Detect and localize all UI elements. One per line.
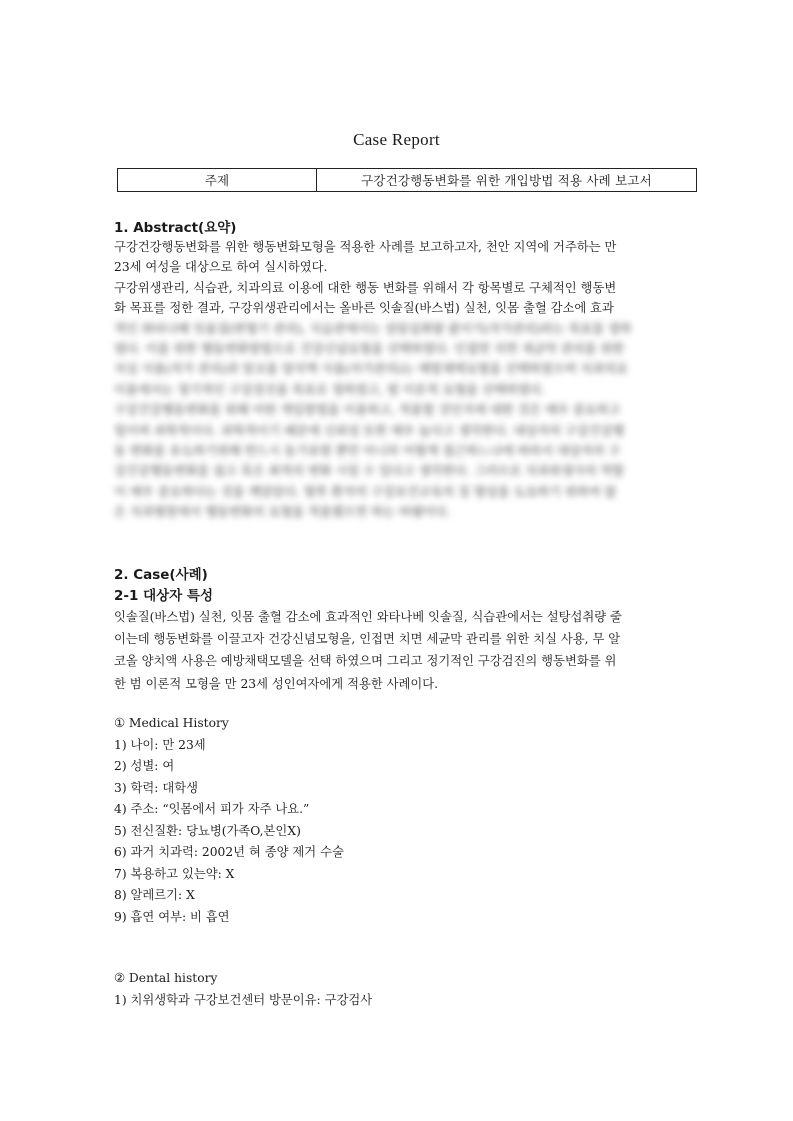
- medical-history-list: [114, 713, 344, 928]
- medical-history-item: 3) 학력: 대학생: [114, 780, 198, 795]
- medical-history-item: 4) 주소: “잇몸에서 피가 자주 나요.”: [114, 802, 310, 816]
- medical-history-item: 1) 나이: 만 23세: [114, 737, 206, 752]
- case-line: 이는데 행동변화를 이끌고자 건강신념모형을, 인접면 치면 세균막 관리를 위한 치실 사용, 무 알: [114, 632, 621, 647]
- medical-history-item: 6) 과거 치과력: 2002년 혀 종양 제거 수술: [114, 845, 344, 859]
- topic-table: [117, 168, 697, 192]
- abstract-line: 동 변화를 유도하기위해 반드시 동기유발 뿐만 아니라 어떻게 접근하느냐에 따라서 대상자의 구: [114, 444, 621, 459]
- abstract-heading: 1. Abstract(요약): [114, 220, 237, 236]
- abstract-line: 치실 사용(자가 관리)과 알코올 양치액 사용(자가관리)는 예방채택모형을 선택하였으며 치과의료: [114, 362, 628, 377]
- abstract-line: 화 목표를 정한 결과, 구강위생관리에서는 올바른 잇솔질(바스법) 실천, 잇몸 출혈 감소에 효과: [114, 301, 614, 316]
- abstract-line: 23세 여성을 대상으로 하여 실시하였다.: [114, 260, 328, 275]
- case-heading: 2. Case(사례): [114, 567, 208, 583]
- abstract-line: 강건강행동변화를 쉽고 혹은 최적의 변화 시킬 수 있다고 생각한다. 그러므로 치과위생사의 역할: [114, 464, 625, 479]
- abstract-line: 구강건강행동변화를 위한 행동변화모형을 적용한 사례를 보고하고자, 천안 지역에 거주하는 만: [114, 240, 617, 254]
- medical-history-item: 7) 복용하고 있는약: X: [114, 866, 235, 881]
- topic-value-cell: 구강건강행동변화를 위한 개입방법 적용 사례 보고서: [361, 173, 652, 188]
- case-subheading: 2-1 대상자 특성: [114, 588, 213, 604]
- abstract-line: 였다. 이를 위한 행동변화방법으로 건강신념모형을 선택하였다. 인접면 치면 세균막 관리를 위한: [114, 342, 625, 357]
- abstract-paragraph: [114, 237, 682, 523]
- abstract-line: 이용에서는 정기적인 구강검진을 목표로 정하였고, 범 이론적 모형을 선택하였다.: [114, 382, 546, 397]
- dental-history-item: 1) 치위생학과 구강보건센터 방문이유: 구강검사: [114, 992, 373, 1007]
- case-line: 한 범 이론적 모형을 만 23세 성인여자에게 적용한 사례이다.: [114, 676, 439, 691]
- blurred-abstract-text: [114, 319, 682, 523]
- medical-history-item: 8) 알레르기: X: [114, 888, 195, 902]
- dental-history-heading: ② Dental history: [114, 971, 218, 985]
- abstract-line: 은 치과병원에서 행동변화의 모형을 적용했으면 하는 바램이다.: [114, 505, 451, 520]
- medical-history-item: 9) 흡연 여부: 비 흡연: [114, 909, 230, 924]
- medical-history-heading: ① Medical History: [114, 716, 229, 730]
- medical-history-item: 5) 전신질환: 당뇨병(가족O,본인X): [114, 823, 301, 838]
- abstract-line: 적인 와타나베 잇솔질(변형기 관리), 식습관에서는 설탕섭취량 줄이기(자가관리)라는 목표를 정하: [114, 321, 632, 336]
- case-paragraph: [114, 606, 682, 695]
- abstract-line: 구강건강행동변화를 위해 어떤 개입방법을 이용하고, 적용할 것인지에 대한 것은 매우 중요하고: [114, 403, 621, 418]
- abstract-line: 구강위생관리, 식습관, 치과의료 이용에 대한 행동 변화를 위해서 각 항목별로 구체적인 행동변: [114, 280, 617, 295]
- case-line: 잇솔질(바스법) 실천, 잇몸 출혈 감소에 효과적인 와타나베 잇솔질, 식습관에서는 설탕섭취량 줄: [114, 610, 622, 624]
- dental-history-list: [114, 968, 372, 1011]
- page-title: Case Report: [353, 130, 440, 149]
- abstract-line: 힘이며 과학적이다. 과학적이기 때문에 신뢰성 또한 매우 높다고 생각한다. 대상자의 구강건강행: [114, 423, 625, 438]
- case-line: 코올 양치액 사용은 예방채택모델을 선택 하였으며 그리고 정기적인 구강검진의 행동변화를 위: [114, 654, 617, 669]
- abstract-line: 이 매우 중요하다는 것을 깨달았다. 향후 환자의 구강보건교육의 질 향상을 도모하기 위하여 많: [114, 484, 617, 499]
- topic-label-cell: 주제: [118, 169, 317, 191]
- medical-history-item: 2) 성별: 여: [114, 759, 175, 773]
